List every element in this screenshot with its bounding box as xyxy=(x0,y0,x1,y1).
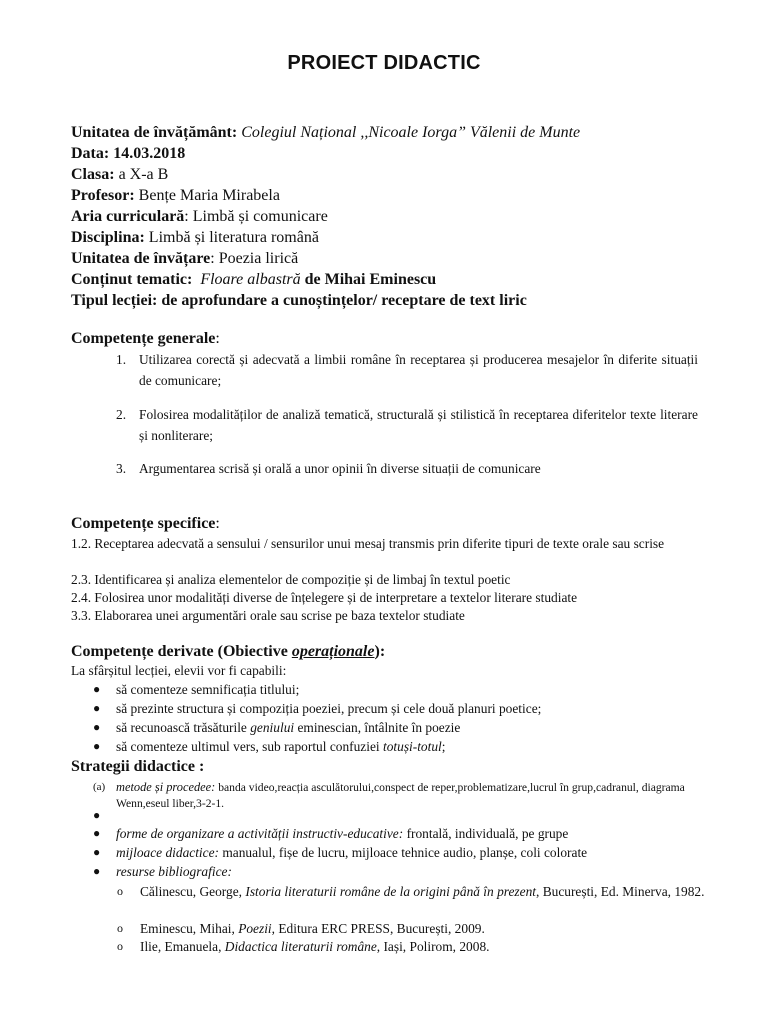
circle-bullet-icon: o xyxy=(117,884,123,898)
bib-title: Didactica literaturii române xyxy=(224,939,377,954)
generale-item-3 xyxy=(116,458,698,479)
bullet-icon: ● xyxy=(93,864,101,878)
derivate-heading xyxy=(71,643,385,661)
derivate-heading-close: ): xyxy=(374,643,386,660)
bib-publisher: , Iași, Polirom, 2008. xyxy=(376,939,490,954)
generale-item-1 xyxy=(116,349,698,391)
bullet-icon: ● xyxy=(93,808,101,822)
info-aria xyxy=(71,206,328,227)
specifice-item-1: 1.2. Receptarea adecvată a sensului / sensurilor unui mesaj transmis prin diferite tipuri de texte orale sau scrise xyxy=(71,536,665,551)
specifice-item-2: 2.3. Identificarea și analiza elementelor de compoziție și de limbaj în textul poetic xyxy=(71,572,511,587)
bib-item-2 xyxy=(117,919,717,938)
metode-text: banda video,reacția asculătorului,conspect de reper,problematizare,lucrul în grup,cadranul, diagrama Wenn,eseul liber,3-2-1. xyxy=(116,781,685,810)
data-value: 14.03.2018 xyxy=(113,145,186,162)
info-profesor xyxy=(71,185,280,206)
strategii-item-text: frontală, individuală, pe grupe xyxy=(403,826,569,841)
metode-label: metode și procedee: xyxy=(116,780,216,794)
info-clasa xyxy=(71,164,168,185)
circle-bullet-icon: o xyxy=(117,921,123,935)
unitate-label: Unitatea de învățământ: xyxy=(71,124,238,141)
info-continut xyxy=(71,269,436,290)
derivate-heading-emphasis: operaționale xyxy=(291,643,375,660)
tip-label: Tipul lecției: xyxy=(71,292,158,309)
specifice-heading-colon: : xyxy=(215,515,220,532)
strategii-item-label: resurse bibliografice: xyxy=(116,864,232,879)
bib-author: Călinescu, George, xyxy=(140,884,246,899)
unitate-value: Colegiul Național ,,Nicoale Iorga” Vălenii de Munte xyxy=(241,124,581,141)
strategii-heading: Strategii didactice : xyxy=(71,758,205,775)
strategii-metode xyxy=(93,779,723,812)
bib-publisher: , Editura ERC PRESS, București, 2009. xyxy=(271,921,485,936)
bib-item-3 xyxy=(117,937,717,956)
bib-title: Istoria literaturii române de la origini până în prezent xyxy=(245,884,536,899)
specifice-heading xyxy=(71,515,220,533)
generale-item-text: Folosirea modalităților de analiză tematică, structurală și stilistică în receptarea diferitelor texte literare și nonliterare; xyxy=(139,407,698,443)
bib-item-1 xyxy=(117,882,717,901)
derivate-item-text: să recunoască trăsăturile xyxy=(116,720,251,735)
profesor-label: Profesor: xyxy=(71,187,135,204)
aria-value: : Limbă și comunicare xyxy=(184,208,328,225)
generale-heading xyxy=(71,330,220,348)
derivate-item-text: să comenteze semnificația titlului; xyxy=(116,682,300,697)
info-data xyxy=(71,143,185,164)
bib-author: Eminescu, Mihai, xyxy=(140,921,239,936)
data-label: Data: xyxy=(71,145,110,162)
bib-publisher: , București, Ed. Minerva, 1982. xyxy=(536,884,705,899)
generale-item-number: 1. xyxy=(116,352,127,367)
strategii-item-label: forme de organizare a activității instructiv-educative: xyxy=(116,826,404,841)
info-unitate-invatare xyxy=(71,248,298,269)
generale-heading-text: Competențe generale xyxy=(71,330,216,347)
strategii-item-label: mijloace didactice: xyxy=(116,845,219,860)
info-disciplina xyxy=(71,227,319,248)
clasa-label: Clasa: xyxy=(71,166,115,183)
profesor-value: Bențe Maria Mirabela xyxy=(138,187,280,204)
bullet-icon: ● xyxy=(93,739,101,753)
aria-label: Aria curriculară xyxy=(71,208,185,225)
specifice-item-3: 2.4. Folosirea unor modalități diverse de înțelegere și de interpretare a textelor literare studiate xyxy=(71,590,578,605)
bullet-icon: ● xyxy=(93,701,101,715)
derivate-item-text: să prezinte structura și compoziția poeziei, precum și cele două planuri poetice; xyxy=(116,701,542,716)
generale-heading-colon: : xyxy=(215,330,220,347)
generale-item-2 xyxy=(116,404,698,446)
derivate-intro: La sfârșitul lecției, elevii vor fi capabili: xyxy=(71,663,287,678)
info-unitate xyxy=(71,122,580,143)
strategii-item-text: manualul, fișe de lucru, mijloace tehnice audio, planșe, coli colorate xyxy=(219,845,588,860)
continut-author: de Mihai Eminescu xyxy=(304,271,437,288)
page-title: PROIECT DIDACTIC xyxy=(287,52,481,74)
generale-item-number: 3. xyxy=(116,461,127,476)
bullet-icon: ● xyxy=(93,720,101,734)
derivate-item-emphasis: totuși-totul xyxy=(382,739,442,754)
info-tip xyxy=(71,290,527,311)
generale-item-text: Argumentarea scrisă și orală a unor opinii în diverse situații de comunicare xyxy=(139,461,541,476)
derivate-heading-text: Competențe derivate (Obiective xyxy=(71,643,292,660)
generale-item-number: 2. xyxy=(116,407,127,422)
bullet-icon: ● xyxy=(93,845,101,859)
disciplina-value: Limbă și literatura română xyxy=(148,229,319,246)
circle-bullet-icon: o xyxy=(117,939,123,953)
unitate-inv-value: : Poezia lirică xyxy=(210,250,299,267)
bullet-icon: ● xyxy=(93,826,101,840)
clasa-value: a X-a B xyxy=(118,166,169,183)
derivate-item-text-end: eminescian, întâlnite în poezie xyxy=(294,720,461,735)
strategii-a-label: (a) xyxy=(93,781,106,793)
derivate-item-text: să comenteze ultimul vers, sub raportul confuziei xyxy=(116,739,383,754)
unitate-inv-label: Unitatea de învățare xyxy=(71,250,211,267)
continut-label: Conținut tematic: xyxy=(71,271,193,288)
bib-title: Poezii xyxy=(238,921,272,936)
derivate-item-emphasis: geniului xyxy=(250,720,295,735)
disciplina-label: Disciplina: xyxy=(71,229,145,246)
specifice-item-4: 3.3. Elaborarea unei argumentări orale sau scrise pe baza textelor studiate xyxy=(71,608,465,623)
continut-title: Floare albastră xyxy=(200,271,301,288)
tip-value: de aprofundare a cunoștințelor/ receptare de text liric xyxy=(161,292,527,309)
generale-item-text: Utilizarea corectă și adecvată a limbii române în receptarea și producerea mesajelor în diferite situații de comunicare; xyxy=(139,352,698,388)
bib-author: Ilie, Emanuela, xyxy=(140,939,225,954)
bullet-icon: ● xyxy=(93,682,101,696)
derivate-item-text-end: ; xyxy=(441,739,446,754)
specifice-heading-text: Competențe specifice xyxy=(71,515,216,532)
